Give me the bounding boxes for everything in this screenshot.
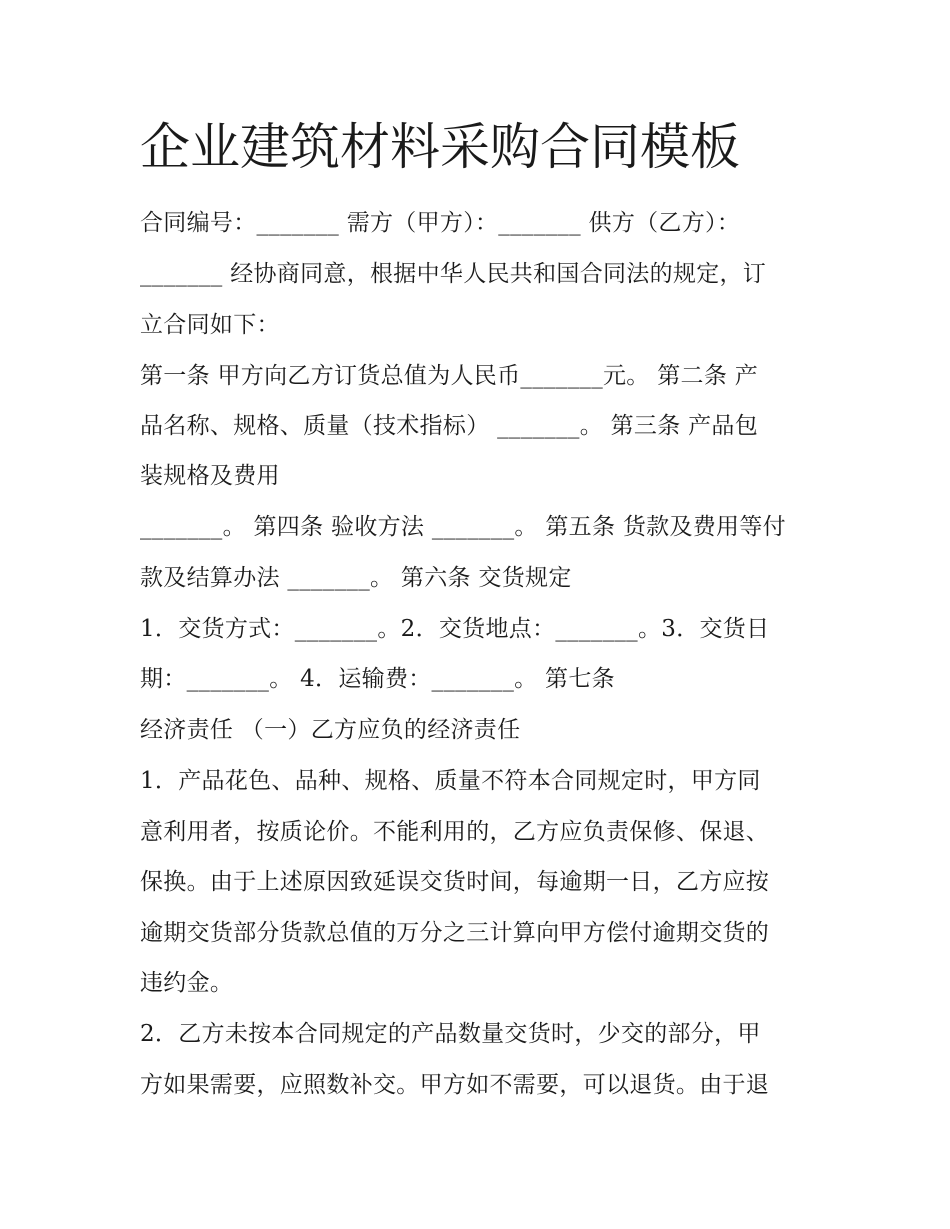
paragraph-line-14: 保换。由于上述原因致延误交货时间，每逾期一日，乙方应按 <box>140 869 770 895</box>
paragraph-line-6: 装规格及费用 <box>140 463 280 489</box>
paragraph-line-3: 立合同如下： <box>140 312 280 338</box>
paragraph-line-2: _______ 经协商同意，根据中华人民共和国合同法的规定，订 <box>140 261 767 287</box>
paragraph-line-17: 2．乙方未按本合同规定的产品数量交货时，少交的部分，甲 <box>140 1021 761 1047</box>
paragraph-line-9: 1．交货方式：_______。2．交货地点：_______。3．交货日 <box>140 616 770 642</box>
paragraph-line-4: 第一条 甲方向乙方订货总值为人民币_______元。 第二条 产 <box>140 363 759 389</box>
paragraph-line-7: _______。 第四条 验收方法 _______。 第五条 货款及费用等付 <box>140 514 786 540</box>
paragraph-line-11: 经济责任 （一）乙方应负的经济责任 <box>140 717 521 743</box>
document-title: 企业建筑材料采购合同模板 <box>140 118 740 176</box>
paragraph-line-8: 款及结算办法 _______。 第六条 交货规定 <box>140 565 572 591</box>
paragraph-line-13: 意利用者，按质论价。不能利用的，乙方应负责保修、保退、 <box>140 819 770 845</box>
paragraph-line-12: 1．产品花色、品种、规格、质量不符本合同规定时，甲方同 <box>140 768 761 794</box>
paragraph-line-5: 品名称、规格、质量（技术指标） _______。 第三条 产品包 <box>140 413 759 439</box>
paragraph-line-1: 合同编号：_______ 需方（甲方）：_______ 供方（乙方）： <box>140 210 741 236</box>
paragraph-line-15: 逾期交货部分货款总值的万分之三计算向甲方偿付逾期交货的 <box>140 920 770 946</box>
paragraph-line-10: 期：_______。 4．运输费：_______。 第七条 <box>140 666 615 692</box>
paragraph-line-16: 违约金。 <box>140 970 234 996</box>
paragraph-line-18: 方如果需要，应照数补交。甲方如不需要，可以退货。由于退 <box>140 1072 770 1098</box>
